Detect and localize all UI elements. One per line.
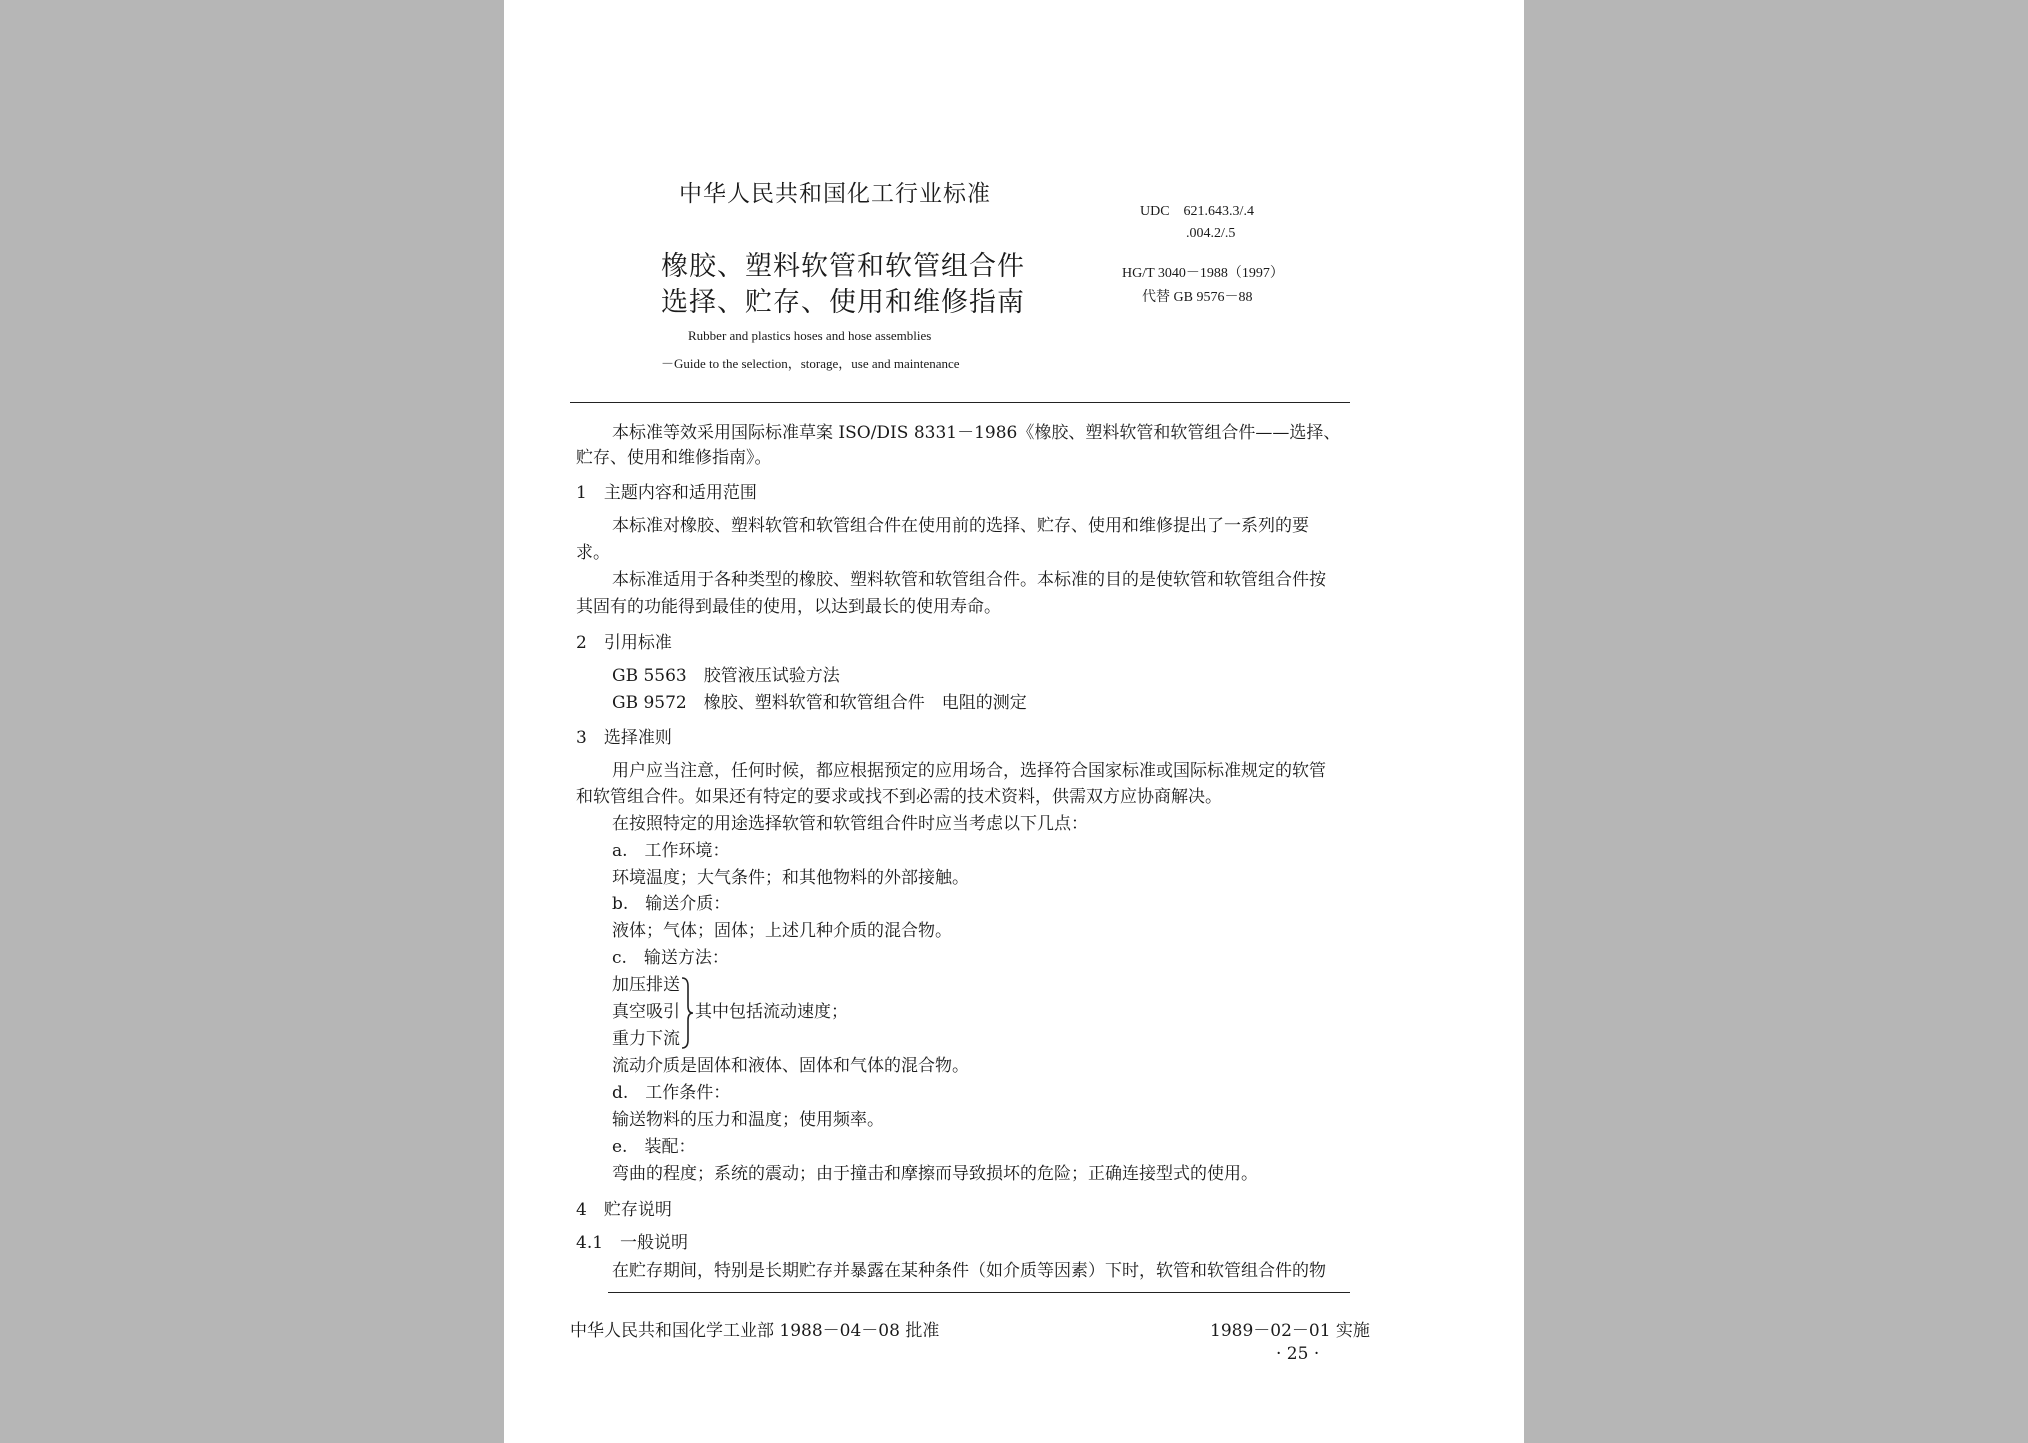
intro-line-1: 本标准等效采用国际标准草案 ISO/DIS 8331－1986《橡胶、塑料软管和软管组合件——选择、: [612, 423, 1341, 443]
standard-code: HG/T 3040－1988（1997）: [1122, 266, 1284, 281]
english-title-line-1: Rubber and plastics hoses and hose assemblies: [688, 328, 932, 343]
item-e-text: 弯曲的程度；系统的震动；由于撞击和摩擦而导致损坏的危险；正确连接型式的使用。: [612, 1164, 1258, 1184]
title-line-1: 橡胶、塑料软管和软管组合件: [661, 251, 1025, 282]
reference-gb5563: GB 5563 胶管液压试验方法: [612, 666, 840, 686]
item-b-text: 液体；气体；固体；上述几种介质的混合物。: [612, 921, 952, 941]
item-e-label: e. 装配：: [612, 1137, 696, 1157]
item-c-label: c. 输送方法：: [612, 948, 729, 968]
right-brace-icon: [680, 976, 694, 1050]
header-divider: [570, 402, 1350, 403]
section-1-para-1-line-2: 求。: [576, 543, 610, 563]
item-c-text: 流动介质是固体和液体、固体和气体的混合物。: [612, 1056, 969, 1076]
intro-line-2: 贮存、使用和维修指南》。: [576, 448, 772, 468]
effective-date: 1989－02－01 实施: [1210, 1321, 1370, 1341]
item-a-label: a. 工作环境：: [612, 841, 730, 861]
section-3-para-2: 在按照特定的用途选择软管和软管组合件时应当考虑以下几点：: [612, 814, 1088, 834]
replaces-standard: 代替 GB 9576－88: [1142, 290, 1253, 305]
item-c-method-2: 真空吸引: [612, 1002, 680, 1022]
section-4-1-text: 在贮存期间，特别是长期贮存并暴露在某种条件（如介质等因素）下时，软管和软管组合件的物: [612, 1261, 1326, 1281]
udc-line-2: .004.2/.5: [1186, 226, 1236, 241]
section-2-heading: 2 引用标准: [576, 633, 672, 653]
section-1-para-2-line-2: 其固有的功能得到最佳的使用，以达到最长的使用寿命。: [576, 597, 1001, 617]
section-3-heading: 3 选择准则: [576, 728, 672, 748]
page-number: · 25 ·: [1276, 1344, 1320, 1364]
item-c-method-3: 重力下流: [612, 1029, 680, 1049]
item-d-label: d. 工作条件：: [612, 1083, 731, 1103]
udc-line-1: UDC 621.643.3/.4: [1140, 204, 1254, 219]
footer-divider: [608, 1292, 1350, 1293]
item-a-text: 环境温度；大气条件；和其他物料的外部接触。: [612, 868, 969, 888]
item-c-brace-text: 其中包括流动速度；: [695, 1002, 848, 1022]
section-1-para-1-line-1: 本标准对橡胶、塑料软管和软管组合件在使用前的选择、贮存、使用和维修提出了一系列的要: [612, 516, 1309, 536]
item-c-method-1: 加压排送: [612, 975, 680, 995]
issuing-agency: 中华人民共和国化工行业标准: [679, 181, 991, 207]
section-1-heading: 1 主题内容和适用范围: [576, 483, 757, 503]
section-3-para-1-line-1: 用户应当注意，任何时候，都应根据预定的应用场合，选择符合国家标准或国际标准规定的软管: [612, 761, 1326, 781]
section-4-heading: 4 贮存说明: [576, 1200, 672, 1220]
item-b-label: b. 输送介质：: [612, 894, 731, 914]
section-3-para-1-line-2: 和软管组合件。如果还有特定的要求或找不到必需的技术资料，供需双方应协商解决。: [576, 787, 1222, 807]
title-line-2: 选择、贮存、使用和维修指南: [661, 287, 1025, 318]
reference-gb9572: GB 9572 橡胶、塑料软管和软管组合件 电阻的测定: [612, 693, 1027, 713]
english-title-line-2: －Guide to the selection，storage，use and maintenance: [661, 356, 960, 371]
item-d-text: 输送物料的压力和温度；使用频率。: [612, 1110, 884, 1130]
section-1-para-2-line-1: 本标准适用于各种类型的橡胶、塑料软管和软管组合件。本标准的目的是使软管和软管组合件按: [612, 570, 1326, 590]
section-4-1-heading: 4.1 一般说明: [576, 1233, 689, 1253]
document-page: [504, 0, 1524, 1443]
approval-statement: 中华人民共和国化学工业部 1988－04－08 批准: [570, 1321, 940, 1341]
